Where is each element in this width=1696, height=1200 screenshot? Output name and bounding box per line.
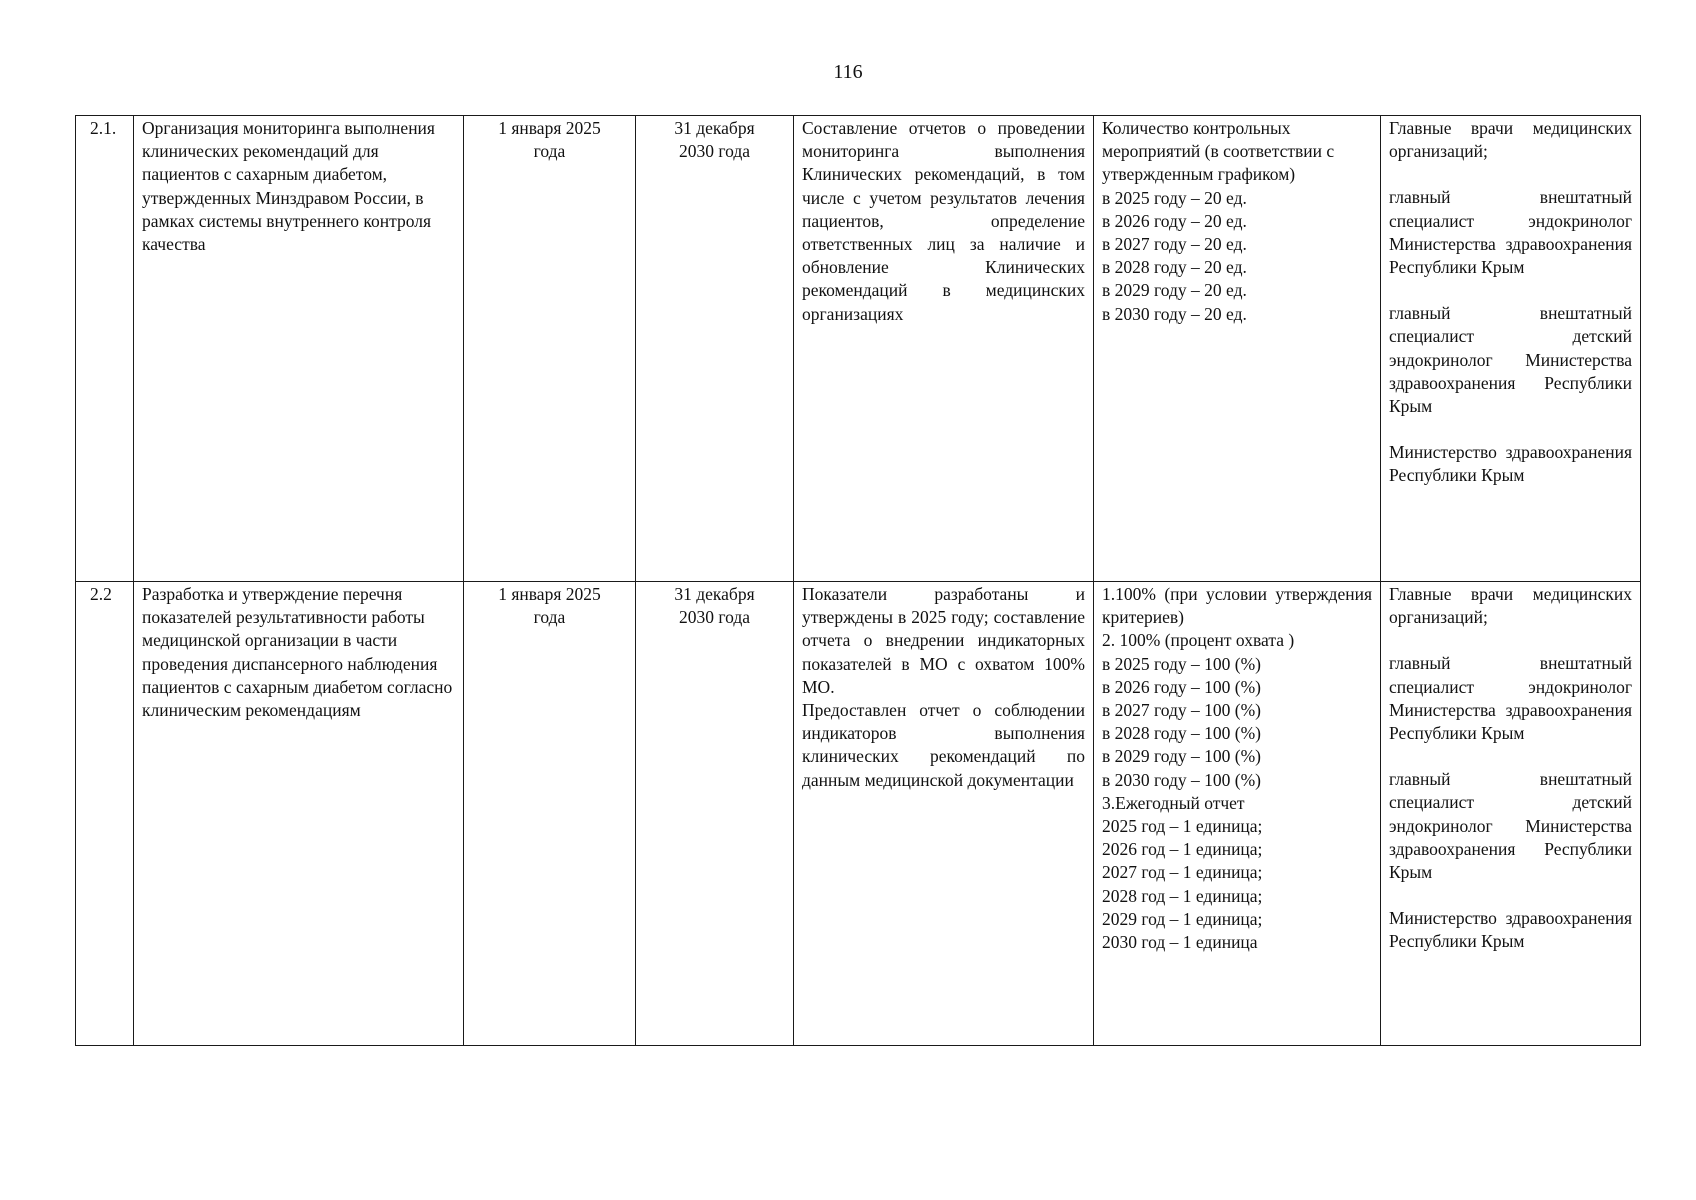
row-number-cell [76,116,134,582]
activity-cell [134,116,464,582]
indicator-line: в 2025 году – 100 (%) [1102,653,1262,674]
responsible-item: Главные врачи медицинских организаций; [1389,584,1632,628]
indicator-line: в 2025 году – 20 ед. [1102,187,1247,208]
responsible-cell [1381,116,1641,582]
start-date-line: года [533,141,566,162]
responsible-item: главный внештатный специалист детский эндокринолог Министерства здравоохранения Республики Крым [1389,769,1632,883]
indicator-line: 2030 год – 1 единица [1102,932,1258,953]
responsible-item: Министерство здравоохранения Республики Крым [1389,442,1632,486]
indicator-line: 2026 год – 1 единица; [1102,839,1263,860]
activity-cell [134,582,464,1046]
row-number: 2.1. [90,118,117,138]
start-date-line: 1 января 2025 [498,584,601,604]
indicators-cell [1094,582,1381,1046]
indicator-line: 2027 год – 1 единица; [1102,862,1263,883]
result-text: Составление отчетов о проведении мониторинга выполнения Клинических рекомендаций, в том числе с учетом результатов лечения пациентов, определение ответственных лиц за наличие и обновление Клинических рекомендаций в медицинских организациях [802,118,1085,324]
start-date-line: года [533,607,566,628]
indicator-line: 2029 год – 1 единица; [1102,908,1263,929]
result-text: Показатели разработаны и утверждены в 2025 году; составление отчета о внедрении индикаторных показателей в МО с охватом 100% МО. [802,584,1085,697]
plan-table [75,115,1641,1046]
indicator-line: в 2027 году – 100 (%) [1102,700,1262,721]
start-date-cell [464,582,636,1046]
activity-title: Организация мониторинга выполнения клинических рекомендаций для пациентов с сахарным диабетом, утвержденных Минздравом России, в рамках системы внутреннего контроля качества [142,118,435,255]
row-number-cell [76,582,134,1046]
result-cell [794,582,1094,1046]
table-row [76,116,1641,582]
indicator-line: 2028 год – 1 единица; [1102,885,1263,906]
indicator-line: Количество контрольных мероприятий (в соответствии с утвержденным графиком) [1102,118,1335,185]
start-date-cell [464,116,636,582]
indicator-line: в 2030 году – 20 ед. [1102,303,1247,324]
end-date-cell [636,582,794,1046]
indicator-line: 3.Ежегодный отчет [1102,792,1245,813]
result-cell [794,116,1094,582]
page-number: 116 [833,61,863,83]
indicator-line: в 2026 году – 100 (%) [1102,676,1262,697]
indicator-line: 2025 год – 1 единица; [1102,816,1263,837]
responsible-item: Главные врачи медицинских организаций; [1389,118,1632,162]
end-date-line: 2030 года [678,607,751,628]
activity-title: Разработка и утверждение перечня показателей результативности работы медицинской организации в части проведения диспансерного наблюдения пациентов с сахарным диабетом согласно клиническим рекомендациям [142,584,453,721]
responsible-item: главный внештатный специалист эндокринолог Министерства здравоохранения Республики Крым [1389,187,1632,278]
indicator-line: в 2027 году – 20 ед. [1102,234,1247,255]
result-text: Предоставлен отчет о соблюдении индикаторов выполнения клинических рекомендаций по данным медицинской документации [802,700,1085,790]
responsible-item: главный внештатный специалист эндокринолог Министерства здравоохранения Республики Крым [1389,653,1632,744]
row-number: 2.2 [90,584,112,604]
indicator-line: в 2028 году – 100 (%) [1102,723,1262,744]
end-date-line: 31 декабря [674,118,755,138]
table-row [76,582,1641,1046]
end-date-cell [636,116,794,582]
indicator-line: в 2029 году – 100 (%) [1102,746,1262,767]
end-date-line: 2030 года [678,141,751,162]
responsible-cell [1381,582,1641,1046]
indicator-line: 1.100% (при условии утверждения критериев) [1102,584,1372,628]
indicator-line: 2. 100% (процент охвата ) [1102,630,1295,651]
indicator-line: в 2029 году – 20 ед. [1102,280,1247,301]
indicator-line: в 2030 году – 100 (%) [1102,769,1262,790]
indicator-line: в 2028 году – 20 ед. [1102,257,1247,278]
indicator-line: в 2026 году – 20 ед. [1102,210,1247,231]
responsible-item: главный внештатный специалист детский эндокринолог Министерства здравоохранения Республики Крым [1389,303,1632,417]
indicators-cell [1094,116,1381,582]
end-date-line: 31 декабря [674,584,755,604]
start-date-line: 1 января 2025 [498,118,601,138]
responsible-item: Министерство здравоохранения Республики Крым [1389,908,1632,952]
